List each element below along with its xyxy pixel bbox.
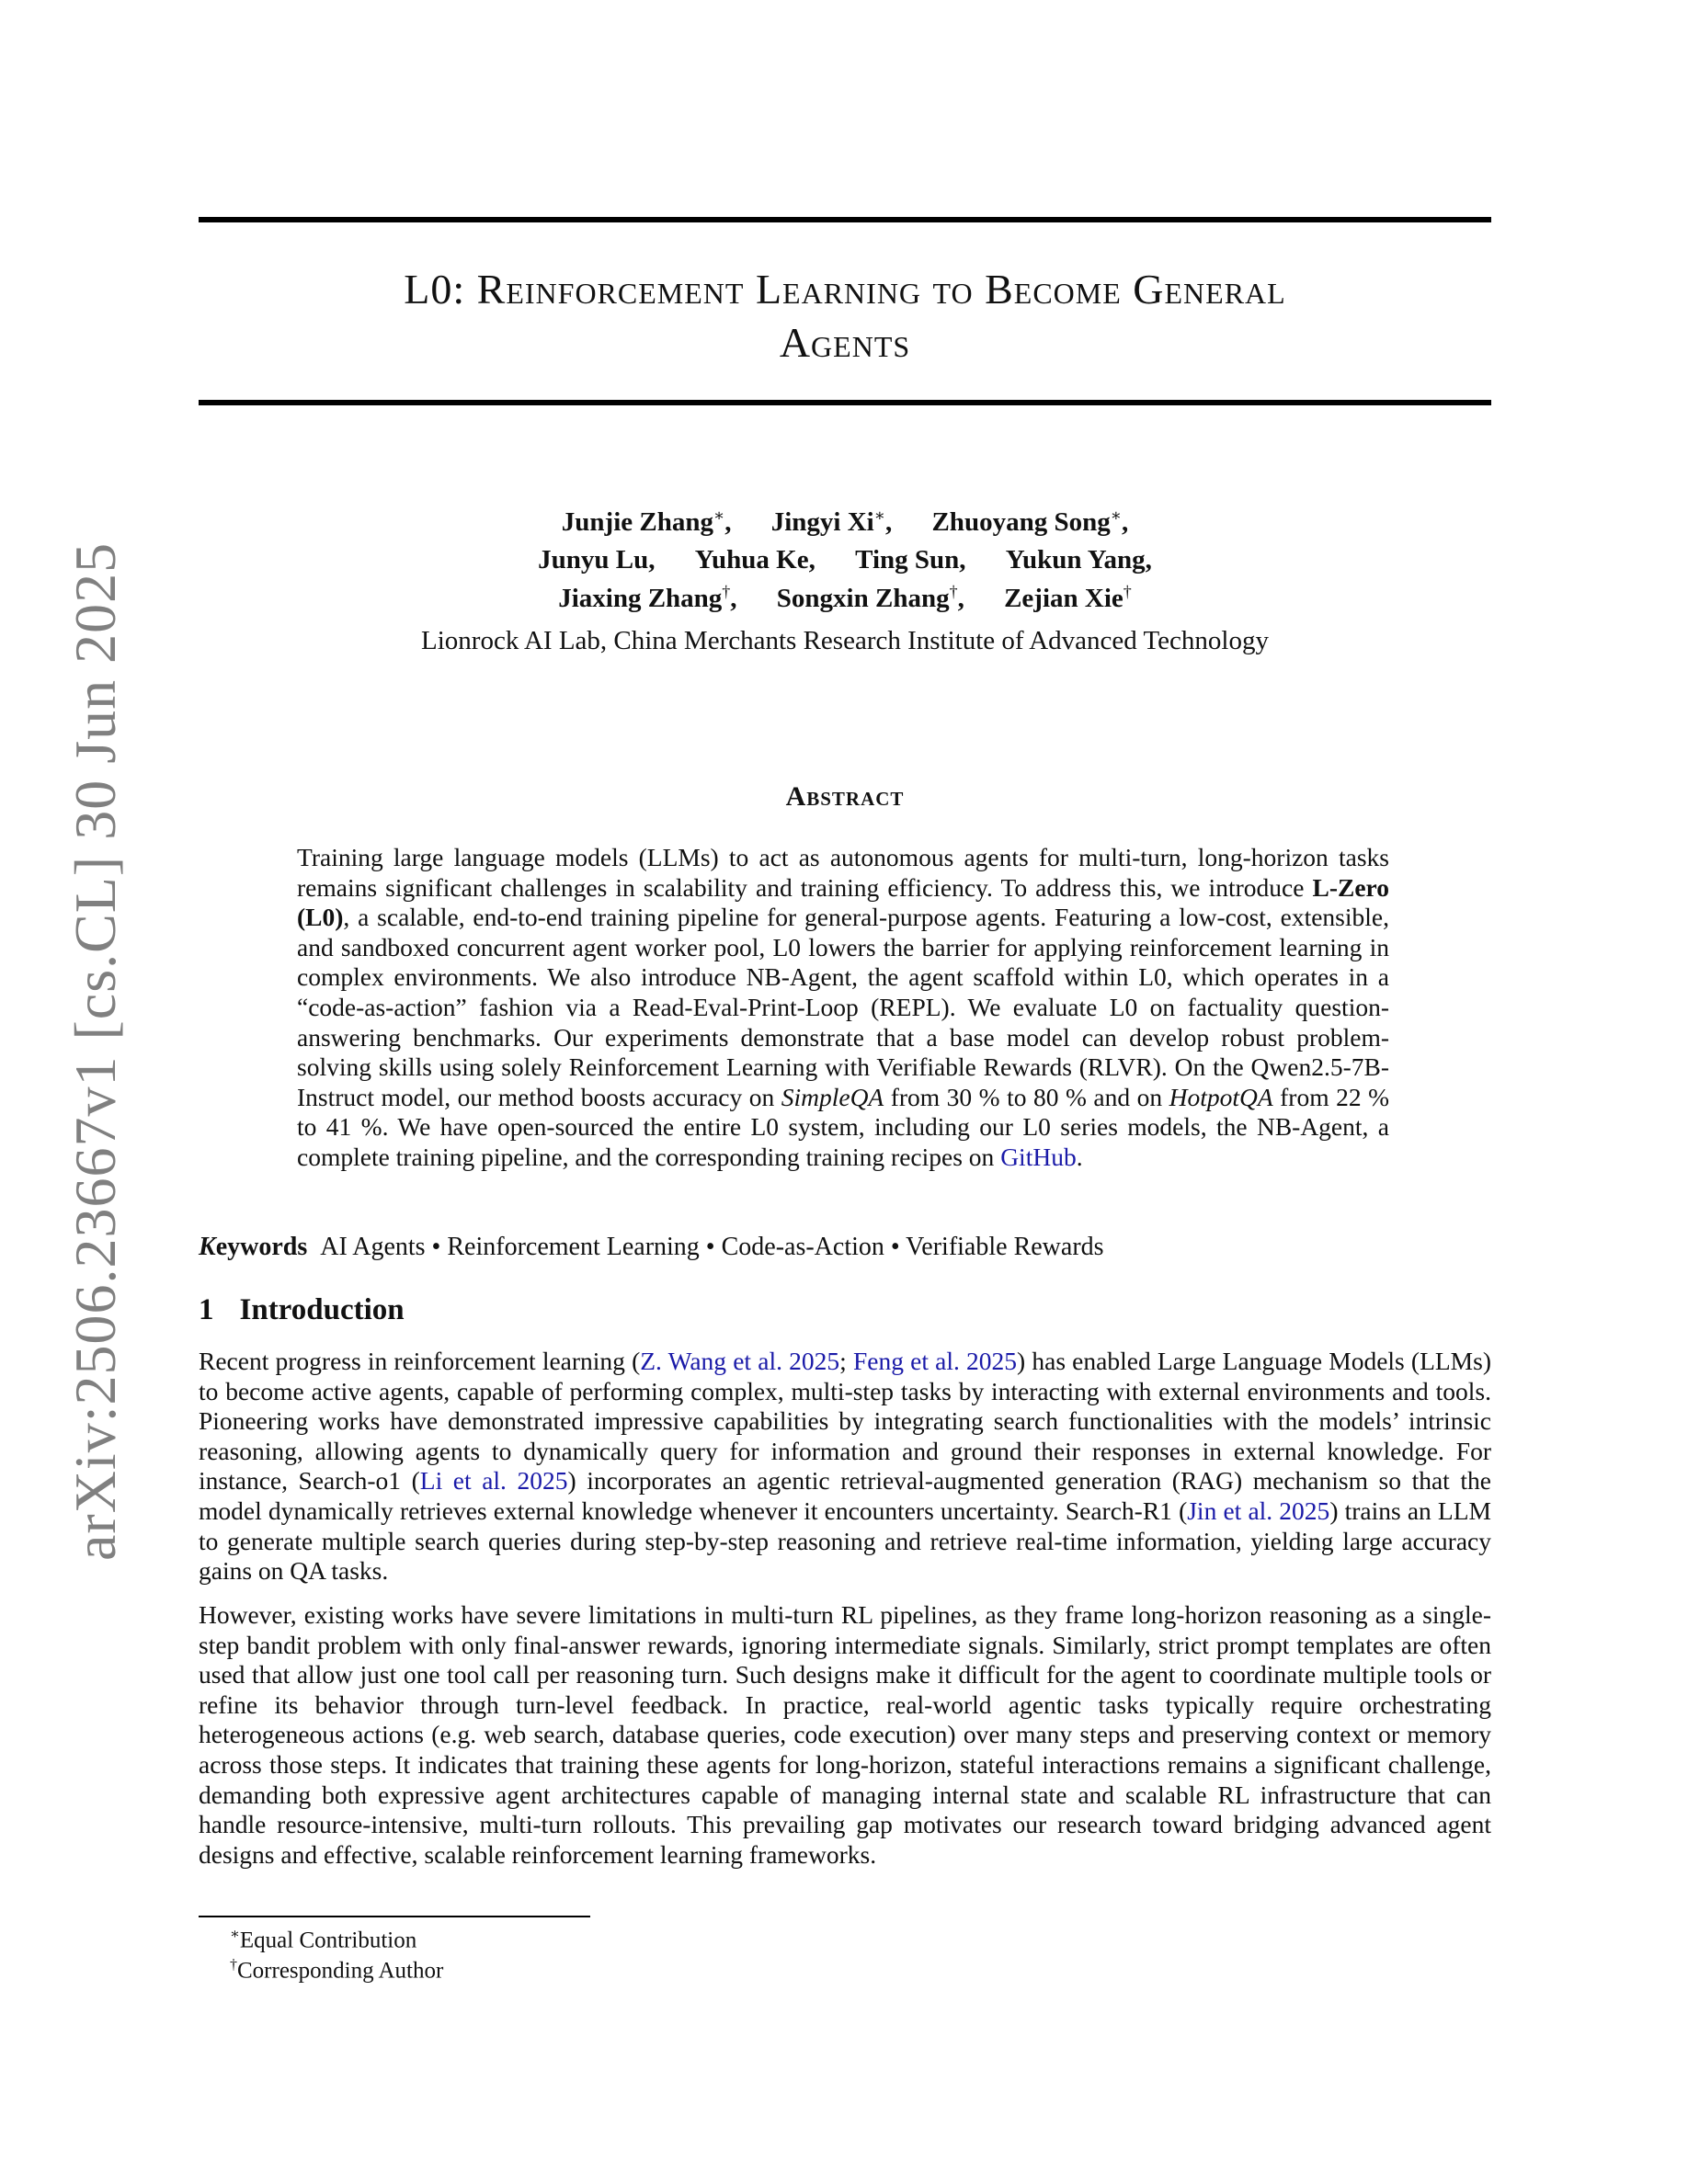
paper-title — [199, 263, 1491, 370]
author: Zhuoyang Song∗, — [931, 506, 1129, 537]
intro-paragraph-1: Recent progress in reinforcement learning (Z. Wang et al. 2025; Feng et al. 2025) has enabled Large Language Models (LLMs) to become active agents, capable of performing complex, multi-step tasks by interacting with external environments and tools. Pioneering works have demonstrated impressive capabilities by integrating search functionalities with the models’ intrinsic reasoning, allowing agents to dynamically query for information and ground their responses in external knowledge. For instance, Search-o1 (Li et al. 2025) incorporates an agentic retrieval-augmented generation (RAG) mechanism so that the model dynamically retrieves external knowledge whenever it encounters uncertainty. Search-R1 (Jin et al. 2025) trains an LLM to generate multiple search queries during step-by-step reasoning and retrieve real-time information, yielding large accuracy gains on QA tasks. — [199, 1347, 1491, 1586]
author: Yuhua Ke, — [694, 545, 815, 575]
footnote-equal-contribution: ∗Equal Contribution — [230, 1927, 417, 1953]
author: Jingyi Xi∗, — [770, 506, 893, 537]
abstract-heading: Abstract — [785, 781, 905, 812]
citation-link[interactable]: Feng et al. 2025 — [852, 1347, 1018, 1375]
system-name: L-Zero (L0) — [297, 872, 1389, 932]
author: Songxin Zhang†, — [776, 582, 964, 613]
author: Zejian Xie† — [1004, 582, 1132, 613]
keywords-label: Keywords — [199, 1233, 308, 1261]
keywords-line — [199, 1232, 1491, 1263]
citation-link[interactable]: Li et al. 2025 — [419, 1466, 568, 1496]
author: Junyu Lu, — [538, 545, 656, 575]
footnote-corresponding-author: †Corresponding Author — [230, 1957, 444, 1984]
title-bottom-rule — [199, 400, 1491, 405]
author-list — [199, 499, 1491, 614]
intro-paragraph-2: However, existing works have severe limitations in multi-turn RL pipelines, as they frame long-horizon reasoning as a single-step bandit problem with only final-answer rewards, ignoring intermediate signals. Similarly, strict prompt templates are often used that allow just one tool call per reasoning turn. Such designs make it difficult for the agent to coordinate multiple tools or refine its behavior through turn-level feedback. In practice, real-world agentic tasks typically require orchestrating heterogeneous actions (e.g. web search, database queries, code execution) over many steps and preserving context or memory across those steps. It indicates that training these agents for long-horizon, stateful interactions remains a significant challenge, demanding both expressive agent architectures capable of managing internal state and scalable RL infrastructure that can handle resource-intensive, multi-turn rollouts. This prevailing gap motivates our research toward bridging advanced agent designs and effective, scalable reinforcement learning frameworks. — [199, 1600, 1491, 1869]
author-row-1 — [199, 499, 1491, 538]
title-line-1: L0: Reinforcement Learning to Become General — [404, 266, 1286, 313]
affiliation: Lionrock AI Lab, China Merchants Research Institute of Advanced Technology — [421, 626, 1269, 655]
citation-link[interactable]: Z. Wang et al. 2025 — [640, 1347, 840, 1375]
github-link[interactable]: GitHub — [1000, 1142, 1077, 1171]
section-heading-introduction: 1 Introduction — [199, 1293, 405, 1326]
arxiv-identifier: arXiv:2506.23667v1 [cs.CL] 30 Jun 2025 — [63, 541, 128, 1561]
author: Ting Sun, — [855, 545, 966, 575]
author: Yukun Yang, — [1005, 545, 1152, 575]
benchmark-name: SimpleQA — [781, 1082, 884, 1111]
keywords-items: AI Agents • Reinforcement Learning • Code-as-Action • Verifiable Rewards — [320, 1233, 1104, 1261]
author-row-2 — [199, 538, 1491, 576]
author: Junjie Zhang∗, — [561, 506, 732, 537]
abstract-text: Training large language models (LLMs) to act as autonomous agents for multi-turn, long-horizon tasks remains significant challenges in scalability and training efficiency. To address this, we introduce L-Zero (L0), a scalable, end-to-end training pipeline for general-purpose agents. Featuring a low-cost, extensible, and sandboxed concurrent agent worker pool, L0 lowers the barrier for applying reinforcement learning in complex environments. We also introduce NB-Agent, the agent scaffold within L0, which operates in a “code-as-action” fashion via a Read-Eval-Print-Loop (REPL). We evaluate L0 on factuality question-answering benchmarks. Our experiments demonstrate that a base model can develop robust problem-solving skills using solely Reinforcement Learning with Verifiable Rewards (RLVR). On the Qwen2.5-7B-Instruct model, our method boosts accuracy on SimpleQA from 30 % to 80 % and on HotpotQA from 22 % to 41 %. We have open-sourced the entire L0 system, including our L0 series models, the NB-Agent, a complete training pipeline, and the corresponding training recipes on GitHub. — [297, 843, 1389, 1171]
footnote-rule — [199, 1916, 590, 1917]
citation-link[interactable]: Jin et al. 2025 — [1187, 1496, 1330, 1525]
author: Jiaxing Zhang†, — [558, 582, 737, 613]
author-row-3 — [199, 575, 1491, 614]
title-top-rule — [199, 217, 1491, 222]
title-line-2: Agents — [779, 319, 911, 366]
benchmark-name: HotpotQA — [1169, 1082, 1273, 1111]
